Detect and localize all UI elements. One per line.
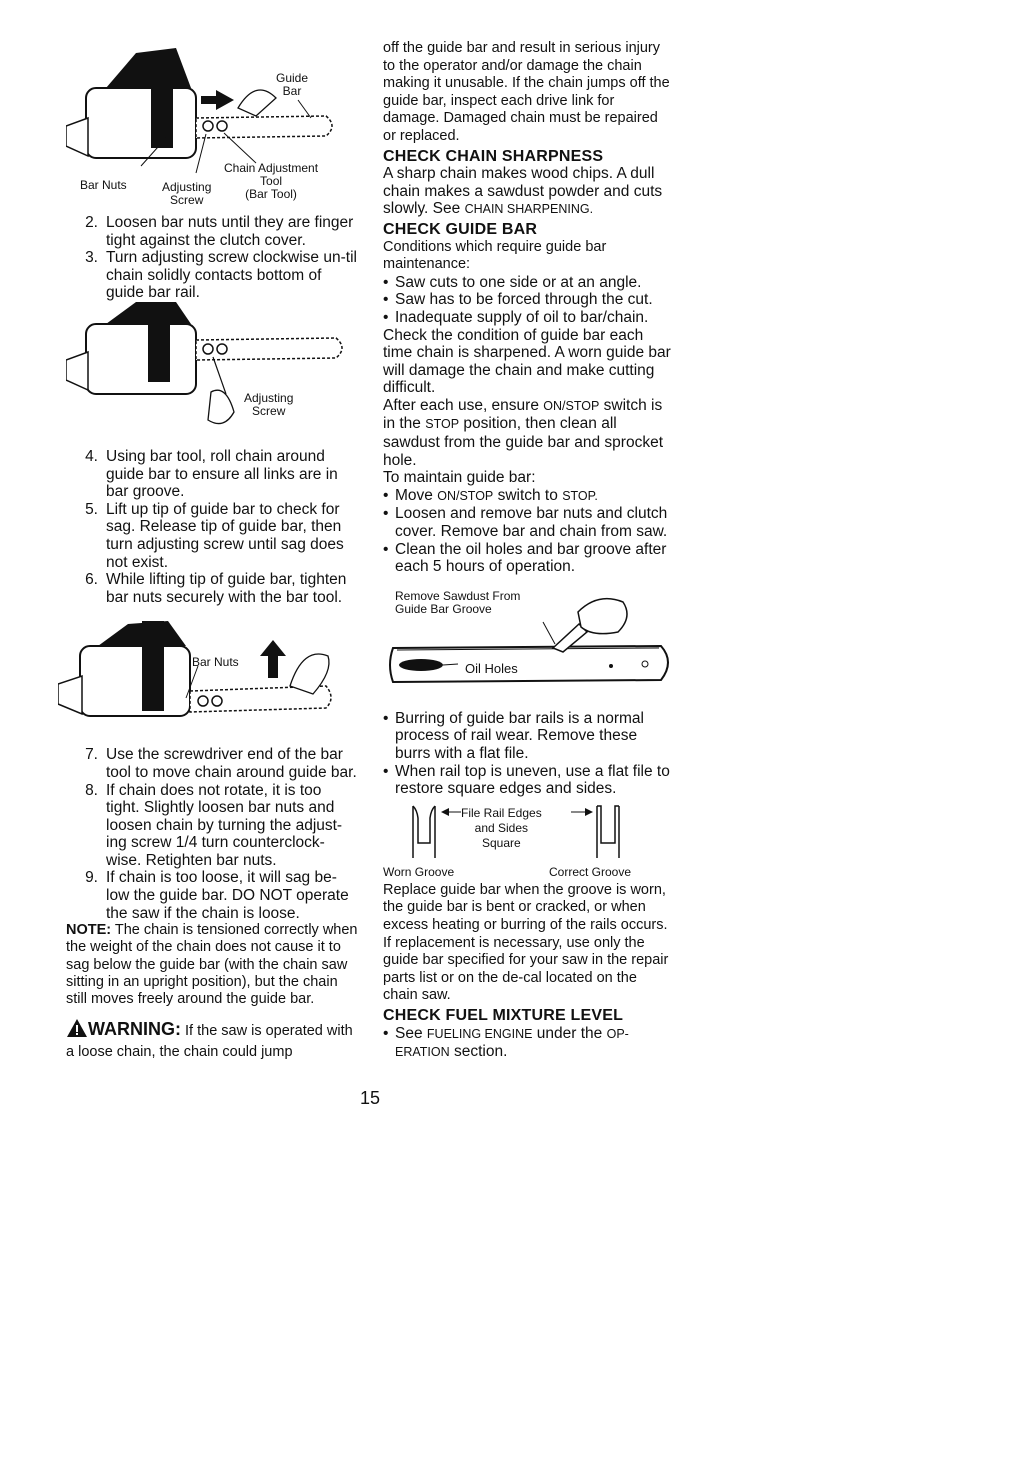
list-item: • Move ON/STOP switch to STOP.: [383, 487, 673, 506]
label-guide-bar: Guide Bar: [276, 71, 309, 98]
note-paragraph: NOTE: The chain is tensioned correctly when the weight of the chain does not cause it to sag below the guide bar (with the chain saw sitting in an upright position), but the chain still moves freely around the guide bar.: [66, 922, 358, 1008]
steps-4-6: [86, 448, 358, 606]
list-item: • Saw has to be forced through the cut.: [383, 291, 673, 309]
heading-guide-bar: CHECK GUIDE BAR: [383, 220, 538, 238]
conditions-list: [383, 274, 673, 327]
saw-illustration-2: [66, 302, 356, 440]
label-adjusting-screw-2: Adjusting Screw: [244, 390, 294, 418]
figure-guide-bar-groove: [383, 582, 673, 702]
warning-icon: [66, 1018, 88, 1043]
step-item: 4. Using bar tool, roll chain around guide bar to ensure all links are in bar groove.: [85, 447, 338, 501]
left-column: [66, 38, 358, 1061]
step-item: 3. Turn adjusting screw clockwise un-til chain solidly contacts bottom of guide bar rail.: [85, 249, 357, 302]
figure-chain-adjustment: [66, 38, 338, 206]
step-item: 5. Lift up tip of guide bar to check for sag. Release tip of guide bar, then turn adjusting screw until sag does not exist.: [85, 500, 344, 571]
steps-2-3: [86, 214, 358, 302]
replace-paragraph: Replace guide bar when the groove is worn, the guide bar is bent or cracked, or when excess heating or burring of the rails occurs. If replacement is necessary, use only the guide bar specified for your saw in the repair parts list or on the de-cal located on the chain saw.: [383, 881, 669, 1004]
label-file-rail: File Rail Edges and Sides Square: [461, 805, 542, 850]
list-item: • When rail top is uneven, use a flat file to restore square edges and sides.: [383, 763, 673, 798]
list-item: • Inadequate supply of oil to bar/chain.: [383, 309, 673, 327]
list-item: • Burring of guide bar rails is a normal process of rail wear. Remove these burrs with a flat file.: [383, 710, 673, 763]
burring-list: [383, 710, 673, 798]
list-item: • Saw cuts to one side or at an angle.: [383, 274, 673, 292]
figure-groove-comparison: [383, 798, 673, 880]
list-item: • Loosen and remove bar nuts and clutch cover. Remove bar and chain from saw.: [383, 505, 673, 540]
label-oil-holes: Oil Holes: [465, 660, 518, 676]
step-item: 9. If chain is too loose, it will sag be-low the guide bar. DO NOT operate the saw if the chain is loose.: [85, 869, 349, 922]
right-column: [383, 40, 673, 1062]
step-item: 8. If chain does not rotate, it is too tight. Slightly loosen bar nuts and loosen chain by turning the adjust-ing screw 1/4 turn counterclock-wise. Retighten bar nuts.: [85, 781, 343, 869]
guide-bar-intro: Conditions which require guide bar maintenance:: [383, 238, 607, 273]
label-worn-groove: Worn Groove: [383, 864, 455, 879]
maintain-intro: To maintain guide bar:: [383, 469, 536, 487]
page-number: 15: [360, 1088, 381, 1108]
do-not-text: DO NOT operate the saw if the chain is loose.: [106, 887, 349, 922]
guide-bar-check: Check the condition of guide bar each time chain is sharpened. A worn guide bar will damage the chain and make cutting difficult.: [383, 326, 671, 397]
warning-text: If the saw is operated with a loose chain, the chain could jump: [66, 1023, 353, 1061]
step-item: 7. Use the screwdriver end of the bar tool to move chain around guide bar.: [85, 746, 357, 781]
list-item: • Clean the oil holes and bar groove after each 5 hours of operation.: [383, 541, 673, 576]
label-chain-adjustment-tool: Chain Adjustment Tool (Bar Tool): [224, 161, 319, 201]
figure-bar-nuts: [58, 616, 330, 744]
steps-7-9: [86, 746, 358, 922]
label-remove-sawdust: Remove Sawdust From Guide Bar Groove: [395, 588, 521, 616]
sharpness-text: A sharp chain makes wood chips. A dull chain makes a sawdust powder and cuts slowly. See CHAIN SHARPENING.: [383, 165, 663, 218]
fuel-list: [383, 1025, 673, 1062]
label-correct-groove: Correct Groove: [549, 864, 632, 879]
warning-continued: off the guide bar and result in serious injury to the operator and/or damage the chain making it unusable. If the chain jumps off the guide bar, inspect each drive link for damage. Damaged chain must be repaired or replaced.: [383, 40, 670, 144]
figure-adjusting-screw: [66, 302, 338, 440]
warning-label: WARNING:: [88, 1019, 181, 1040]
guide-bar-after-use: After each use, ensure ON/STOP switch is in the STOP position, then clean all sawdust from the guide bar and sprocket hole.: [383, 396, 664, 469]
step-item: 2. Loosen bar nuts until they are finger tight against the clutch cover.: [85, 214, 354, 249]
label-bar-nuts-3: Bar Nuts: [192, 655, 239, 670]
list-item: • See FUELING ENGINE under the OP-ERATION section.: [383, 1025, 673, 1062]
label-adjusting-screw: Adjusting Screw: [162, 180, 212, 207]
saw-illustration-3: [58, 616, 348, 744]
maintain-list: [383, 487, 673, 576]
heading-fuel-mixture: CHECK FUEL MIXTURE LEVEL: [383, 1006, 624, 1024]
warning-paragraph: [66, 1018, 358, 1061]
step-item: 6. While lifting tip of guide bar, tighten bar nuts securely with the bar tool.: [85, 571, 347, 606]
label-bar-nuts: Bar Nuts: [80, 178, 127, 192]
heading-chain-sharpness: CHECK CHAIN SHARPNESS: [383, 147, 604, 165]
